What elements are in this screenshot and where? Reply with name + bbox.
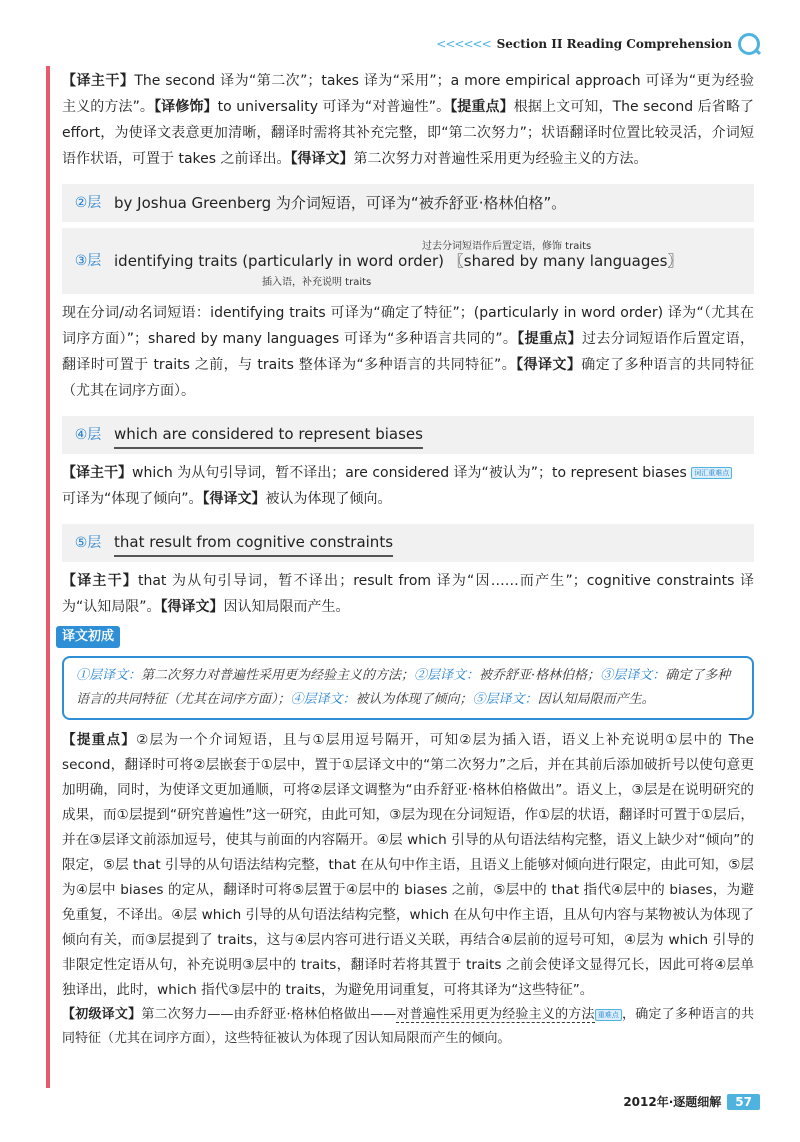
text: 过去分词短语作后置定语，翻译时可置于 traits 之前，与 traits 整体译为“多种语言的共同特征”。 [62, 331, 755, 373]
label-chuji: 【初级译文】 [62, 1007, 142, 1022]
layer-tag: ②层 [74, 195, 102, 211]
box-value: 被乔舒亚·格林伯格； [479, 668, 601, 683]
layer-tag: ⑤层 [74, 535, 102, 551]
page-number: 57 [727, 1094, 760, 1110]
label-zhugan: 【译主干】 [62, 73, 135, 89]
paragraph-layer3 [62, 300, 754, 404]
text: 可译为“体现了倾向”。 [62, 491, 203, 507]
layer-text: that result from cognitive constraints [114, 529, 393, 557]
footer-label: 2012年·逐题细解 [623, 1095, 722, 1109]
text: 被认为体现了倾向。 [265, 491, 392, 507]
label-zhugan: 【译主干】 [62, 573, 138, 589]
box-value: 被认为体现了倾向； [355, 692, 473, 707]
layer-5 [62, 524, 754, 562]
box-label: ④层译文： [290, 692, 356, 707]
paragraph-final [62, 1003, 754, 1051]
paragraph-layer4 [62, 460, 754, 512]
paragraph-layer1 [62, 68, 754, 172]
layer-text [114, 241, 683, 288]
box-label: ⑤层译文： [472, 692, 538, 707]
layer-tag: ③层 [74, 253, 102, 269]
box-label: ②层译文： [414, 668, 480, 683]
box-label: ③层译文： [600, 668, 666, 683]
text: which 为从句引导词，暂不译出；are considered 译为“被认为”；to represent biases [132, 465, 692, 481]
key-badge: 重难点 [595, 1009, 622, 1021]
box-value: 因认知局限而产生。 [537, 692, 655, 707]
section-title: Section II Reading Comprehension [496, 37, 732, 51]
layer-tag: ④层 [74, 427, 102, 443]
text: 第二次努力对普遍性采用更为经验主义的方法。 [353, 151, 648, 167]
annotation-bottom: 插入语，补充说明 traits [262, 277, 372, 288]
layer-4 [62, 416, 754, 454]
layer-2 [62, 184, 754, 222]
annotation-top: 过去分词短语作后置定语，修饰 traits [422, 241, 592, 252]
label-xiushi: 【译修饰】 [154, 99, 218, 115]
search-icon [738, 33, 760, 55]
page-header [436, 30, 760, 58]
text: 因认知局限而产生。 [223, 599, 350, 615]
page-content [62, 68, 754, 1051]
margin-rule [46, 66, 50, 1088]
text: to universality 可译为“对普遍性”。 [217, 99, 451, 115]
label-yiwen: 【得译文】 [160, 599, 224, 615]
label-zhongdian: 【提重点】 [450, 99, 514, 115]
text: 根据上文可知，The second 后省略了 effort，为使译文表意更加清晰，翻译时需将其补充完整，即“第二次努力”；状语翻译时位置比较灵活，介词短语作状语，可置于 takes 之前译出。 [62, 99, 755, 167]
label-yiwen: 【得译文】 [202, 491, 266, 507]
arrows-icon: <<<<<< [436, 37, 491, 51]
label-zhongdian: 【提重点】 [62, 732, 137, 748]
translation-box [62, 656, 754, 720]
text: ，确定了多种语言的共同特征（尤其在词序方面），这些特征被认为体现了因认知局限而产生的倾向。 [62, 1007, 754, 1046]
text: 第二次努力——由乔舒亚·格林伯格做出—— [141, 1007, 397, 1022]
layer-text: by Joshua Greenberg 为介词短语，可译为“被乔舒亚·格林伯格”。 [114, 194, 567, 212]
text: 确定了多种语言的共同特征（尤其在词序方面）。 [62, 357, 754, 399]
box-label: ①层译文： [76, 668, 142, 683]
label-yiwen: 【得译文】 [290, 151, 354, 167]
label-yiwen: 【得译文】 [516, 357, 582, 373]
label-zhongdian: 【提重点】 [517, 331, 583, 347]
analysis-text: ②层为一个介词短语，且与①层用逗号隔开，可知②层为插入语，语义上补充说明①层中的 The second，翻译时可将②层嵌套于①层中，置于①层译文中的“第二次努力”之后，并在其前后添加破折号以使句意更加明确，同时，为使译文更加通顺，可将②层译文调整为“由乔舒亚·格林伯格做出”。语义上，③层是在说明研究的成果，而①层提到“研究普遍性”这一研究，由此可知，③层为现在分词短语，作①层的状语，翻译时可置于①层后，并在③层译文前添加逗号，使其与前面的内容隔开。④层 which 引导的从句语法结构完整，语义上缺少对“倾向”的限定，⑤层 that 引导的从句语法结构完整，that 在从句中作主语，且语义上能够对倾向进行限定，由此可知，⑤层为④层中 biases 的定从，翻译时可将⑤层置于④层中的 biases 之前，⑤层中的 that 指代④层中的 biases，为避免重复，不译出。④层 which 引导的从句语法结构完整，which 在从句中作主语，且从句内容与某物被认为体现了倾向有关，而③层提到了 traits，这与④层内容可进行语义关联，再结合④层前的逗号可知，④层为 which 引导的非限定性定语从句，补充说明③层中的 traits，翻译时若将其置于 traits 之前会使译文显得冗长，因此可将④层单独译出，此时，which 指代③层中的 traits，为避免用词重复，可将其译为“这些特征”。 [62, 732, 754, 998]
box-value: 第二次努力对普遍性采用更为经验主义的方法； [141, 668, 415, 683]
text: The second 译为“第二次”；takes 译为“采用”；a more empirical approach 可译为“更为经验主义的方法”。 [62, 73, 755, 115]
text: 现在分词/动名词短语：identifying traits 可译为“确定了特征”；(particularly in word order) 译为“（尤其在词序方面）”；shared by many languages 可译为“多种语言共同的”。 [62, 305, 754, 347]
layer-text: which are considered to represent biases [114, 421, 423, 449]
section-badge: 译文初成 [56, 626, 120, 648]
page-footer [623, 1093, 760, 1110]
phrase: identifying traits [114, 252, 243, 270]
box-value: 确定了多种语言的共同特征（尤其在词序方面）； [76, 668, 731, 707]
parenthetical: (particularly in word order) [242, 252, 445, 270]
underlined-text: 对普遍性采用更为经验主义的方法 [396, 1007, 595, 1022]
paragraph-analysis [62, 728, 754, 1003]
phrase: 〖shared by many languages〗 [444, 252, 683, 270]
paragraph-layer5 [62, 568, 754, 620]
label-zhugan: 【译主干】 [62, 465, 132, 481]
text: that 为从句引导词，暂不译出；result from 译为“因……而产生”；cognitive constraints 译为“认知局限”。 [62, 573, 755, 615]
vocab-badge: 词汇重难点 [691, 467, 732, 479]
layer-3 [62, 228, 754, 294]
